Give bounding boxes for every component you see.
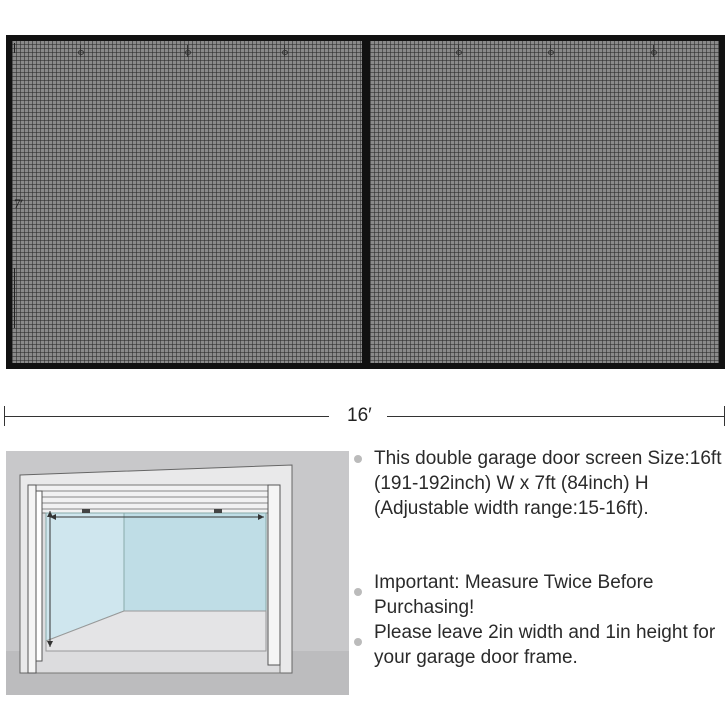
bullet-dot-icon	[354, 638, 362, 646]
hook-icon	[653, 45, 654, 57]
bullet-dot-icon	[354, 455, 362, 463]
garage-door-illustration	[6, 451, 349, 695]
left-screen-panel	[12, 41, 362, 363]
hook-icon	[550, 45, 551, 57]
hook-icon	[284, 45, 285, 57]
width-label: 16′	[347, 405, 372, 426]
height-dimension-line-bottom	[14, 268, 15, 328]
hook-icon	[187, 45, 188, 57]
list-item-text: This double garage door screen Size:16ft (191-192inch) W x 7ft (84inch) H (Adjustable width range:15-16ft).	[374, 448, 722, 519]
garage-screen-image	[6, 35, 725, 369]
width-dimension-line-right	[387, 416, 725, 417]
hook-icon	[80, 45, 81, 57]
right-screen-panel	[370, 41, 719, 363]
bullet-dot-icon	[354, 588, 362, 596]
width-dimension-tick-right	[724, 406, 725, 426]
hook-icon	[458, 45, 459, 57]
list-item-text: Please leave 2in width and 1in height for your garage door frame.	[374, 622, 716, 668]
width-dimension-line-left	[4, 416, 329, 417]
height-label: 7′	[14, 196, 24, 211]
garage-illustration-svg	[6, 451, 349, 695]
height-dimension-line-top	[14, 43, 15, 53]
list-item-text: Important: Measure Twice Before Purchasing!	[374, 572, 654, 618]
